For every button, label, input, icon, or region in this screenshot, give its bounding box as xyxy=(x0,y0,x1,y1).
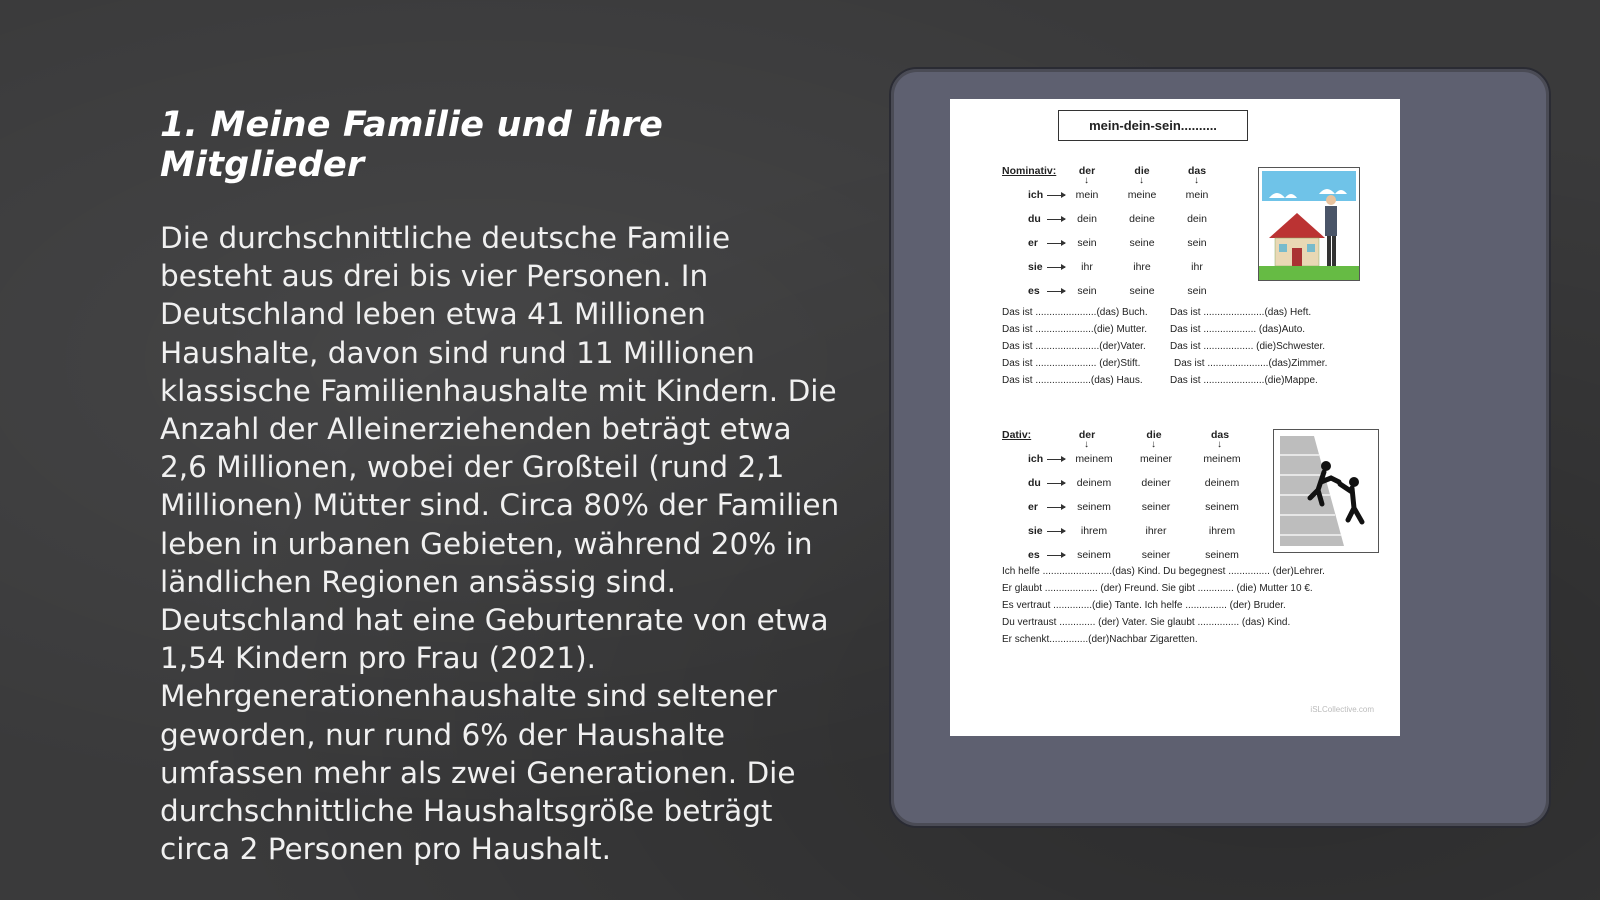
slide-body-text: Die durchschnittliche deutsche Familie besteht aus drei bis vier Personen. In Deutschland leben etwa 41 Millionen Haushalte, davon sind rund 11 Millionen klassische Familienhaushalte mit Kindern. Die Anzahl der Alleinerziehenden beträgt etwa 2,6 Millionen, wobei der Großteil (rund 2,1 Millionen) Mütter sind. Circa 80% der Familien leben in urbanen Gebieten, während 20% in ländlichen Regionen ansässig sind. Deutschland hat eine Geburtenrate von etwa 1,54 Kindern pro Frau (2021). Mehrgenerationenhaushalte sind seltener geworden, nur rund 6% der Haushalte umfassen mehr als zwei Generationen. Die durchschnittliche Haushaltsgröße beträgt circa 2 Personen pro Haushalt. xyxy=(160,221,840,867)
form-cell: ihrer xyxy=(1145,525,1167,537)
sentence-line: Er schenkt..............(der)Nachbar Zigaretten. xyxy=(1002,634,1198,645)
form-cell: meine xyxy=(1127,189,1157,201)
right-arrow-icon xyxy=(1047,459,1065,460)
helping-hand-illustration xyxy=(1273,429,1379,553)
sentence-line: Das ist ....................(das) Haus. Das ist ......................(die)Mappe. xyxy=(1002,375,1318,386)
watermark-credit: iSLCollective.com xyxy=(1310,705,1374,714)
form-cell: deiner xyxy=(1141,477,1171,489)
right-arrow-icon xyxy=(1047,483,1065,484)
worksheet-title: mein-dein-sein.......... xyxy=(1058,110,1248,141)
header-das: das xyxy=(1187,165,1207,177)
pronoun: er xyxy=(1028,237,1038,249)
sentence-line: Das ist .....................(die) Mutter. Das ist ................... (das)Auto. xyxy=(1002,324,1306,335)
sentence-line: Das ist .......................(der)Vater. Das ist .................. (die)Schwester. xyxy=(1002,341,1326,352)
sentence-line: Ich helfe .........................(das) Kind. Du begegnest ............... (der)Lehrer. xyxy=(1002,566,1325,577)
header-die: die xyxy=(1146,429,1162,441)
pronoun: es xyxy=(1028,549,1040,561)
slide-title: 1. Meine Familie und ihre Mitglieder xyxy=(160,105,664,185)
form-cell: seinem xyxy=(1205,549,1239,561)
pronoun: ich xyxy=(1028,453,1044,465)
form-cell: sein xyxy=(1077,285,1097,297)
dativ-label: Dativ: xyxy=(1002,429,1032,441)
house-man-illustration xyxy=(1258,167,1360,281)
sentence-line: Das ist ...................... (der)Stift. Das ist ......................(das)Zimmer. xyxy=(1002,358,1328,369)
pronoun: sie xyxy=(1028,261,1043,273)
form-cell: meinem xyxy=(1203,453,1241,465)
form-cell: seinem xyxy=(1077,501,1111,513)
right-arrow-icon xyxy=(1047,555,1065,556)
down-arrow-icon: ↓ xyxy=(1194,175,1199,186)
down-arrow-icon: ↓ xyxy=(1084,175,1089,186)
form-cell: ihrem xyxy=(1080,525,1108,537)
sentence-line: Es vertraut ..............(die) Tante. Ich helfe ............... (der) Bruder. xyxy=(1002,600,1286,611)
header-der: der xyxy=(1078,429,1096,441)
form-cell: deinem xyxy=(1204,477,1240,489)
sentence-line: Das ist ......................(das) Buch. Das ist ......................(das) Heft. xyxy=(1002,307,1312,318)
header-die: die xyxy=(1134,165,1150,177)
form-cell: dein xyxy=(1077,213,1097,225)
form-cell: mein xyxy=(1185,189,1209,201)
pronoun: ich xyxy=(1028,189,1044,201)
form-cell: ihr xyxy=(1191,261,1203,273)
form-cell: ihre xyxy=(1133,261,1151,273)
form-cell: seinem xyxy=(1205,501,1239,513)
form-cell: sein xyxy=(1077,237,1097,249)
pronoun: sie xyxy=(1028,525,1043,537)
form-cell: dein xyxy=(1187,213,1207,225)
nominativ-label: Nominativ: xyxy=(1002,165,1057,177)
form-cell: sein xyxy=(1187,285,1207,297)
form-cell: seiner xyxy=(1141,501,1171,513)
sentence-line: Er glaubt ................... (der) Freund. Sie gibt ............. (die) Mutter 10 €. xyxy=(1002,583,1313,594)
form-cell: seine xyxy=(1129,285,1155,297)
header-der: der xyxy=(1078,165,1096,177)
right-arrow-icon xyxy=(1047,531,1065,532)
form-cell: ihrem xyxy=(1208,525,1236,537)
form-cell: deinem xyxy=(1076,477,1112,489)
right-arrow-icon xyxy=(1047,507,1065,508)
pronoun: du xyxy=(1028,213,1041,225)
worksheet-image xyxy=(950,99,1400,736)
form-cell: meinem xyxy=(1075,453,1113,465)
form-cell: mein xyxy=(1075,189,1099,201)
sentence-line: Du vertraust ............. (der) Vater. Sie glaubt ............... (das) Kind. xyxy=(1002,617,1291,628)
text-column xyxy=(160,105,840,868)
pronoun: es xyxy=(1028,285,1040,297)
form-cell: seinem xyxy=(1077,549,1111,561)
form-cell: meiner xyxy=(1139,453,1173,465)
down-arrow-icon: ↓ xyxy=(1217,439,1222,450)
pronoun: du xyxy=(1028,477,1041,489)
down-arrow-icon: ↓ xyxy=(1084,439,1089,450)
pronoun: er xyxy=(1028,501,1038,513)
form-cell: seine xyxy=(1129,237,1155,249)
header-das: das xyxy=(1210,429,1230,441)
form-cell: seiner xyxy=(1141,549,1171,561)
form-cell: sein xyxy=(1187,237,1207,249)
form-cell: ihr xyxy=(1081,261,1093,273)
form-cell: deine xyxy=(1129,213,1155,225)
down-arrow-icon: ↓ xyxy=(1151,439,1156,450)
down-arrow-icon: ↓ xyxy=(1139,175,1144,186)
